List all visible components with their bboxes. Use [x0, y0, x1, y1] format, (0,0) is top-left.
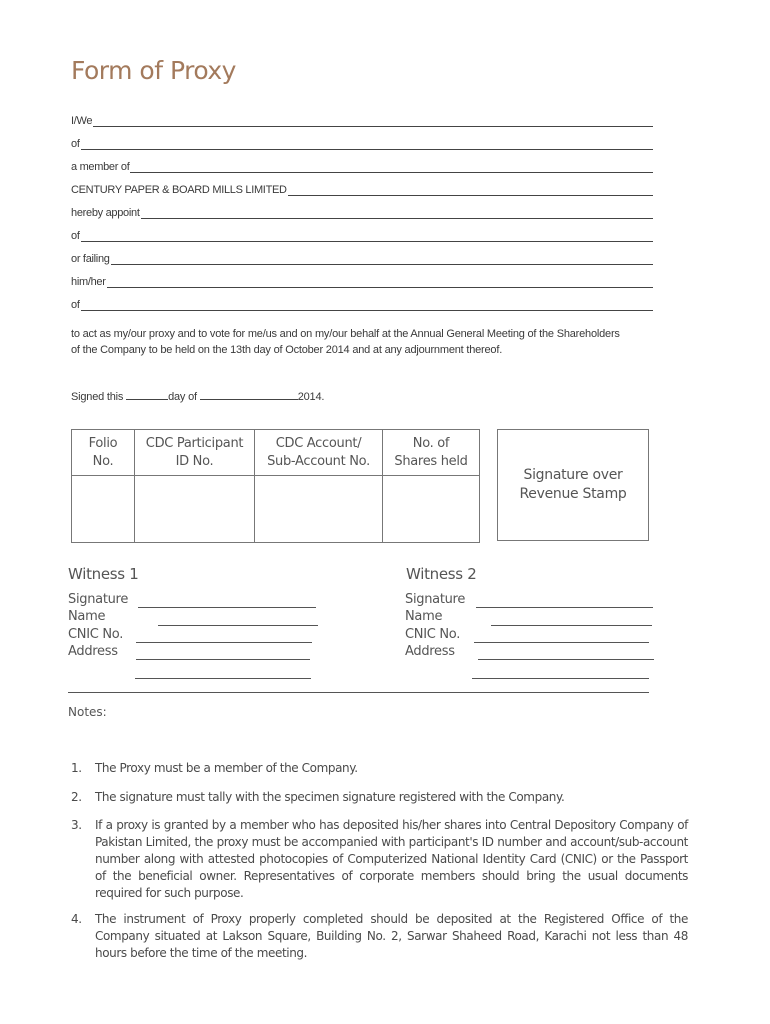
witness-1-address-line-2[interactable] [135, 678, 311, 679]
field-label: or failing [71, 253, 110, 265]
field-blank-line[interactable] [288, 185, 653, 196]
field-blank-line[interactable] [107, 277, 653, 288]
table-header-row [72, 430, 480, 476]
witness-2-name-label: Name [405, 609, 443, 624]
note-text: The instrument of Proxy properly completed should be deposited at the Registered Office of the Company situated at Lakson Square, Building No. 2, Sarwar Shaheed Road, Karachi not less than 48 hours before the time of the meeting. [95, 912, 688, 960]
witness-1-title: Witness 1 [68, 565, 139, 583]
cell-shares-held[interactable] [383, 476, 480, 543]
revenue-stamp-box[interactable] [497, 429, 649, 541]
witness-2-address-line-2[interactable] [472, 678, 649, 679]
section-divider [68, 692, 649, 693]
header-cdc-account: CDC Account/ Sub-Account No. [255, 430, 383, 476]
field-blank-line[interactable] [81, 139, 653, 150]
page-title: Form of Proxy [71, 56, 236, 85]
table-row [72, 476, 480, 543]
witness-1-signature-label: Signature [68, 592, 129, 607]
note-text: If a proxy is granted by a member who has deposited his/her shares into Central Depository Company of Pakistan Limited, the proxy must be accompanied with participant's ID number and account/sub-account number along with attested photocopies of Computerized National Identity Card (CNIC) or the Passport of the beneficial owner. Representatives of corporate members should bring the usual documents required for such purpose. [95, 818, 688, 900]
header-cdc-participant-id: CDC Participant ID No. [135, 430, 255, 476]
field-blank-line[interactable] [93, 116, 653, 127]
field-label: of [71, 138, 80, 150]
note-item [71, 911, 688, 962]
note-item [71, 817, 688, 902]
witness-2-name-line[interactable] [491, 625, 652, 626]
witness-2-signature-label: Signature [405, 592, 466, 607]
note-number: 1. [71, 761, 82, 775]
signed-middle: day of [168, 391, 200, 403]
field-member-of[interactable] [71, 159, 653, 173]
field-of-address-1[interactable] [71, 136, 653, 150]
cell-cdc-participant-id[interactable] [135, 476, 255, 543]
stamp-label-line-1: Signature over [523, 467, 623, 483]
header-shares-held: No. of Shares held [383, 430, 480, 476]
field-company-name[interactable] [71, 182, 653, 196]
field-blank-line[interactable] [141, 208, 653, 219]
field-label: hereby appoint [71, 207, 140, 219]
header-folio-no: Folio No. [72, 430, 135, 476]
note-text: The signature must tally with the specimen signature registered with the Company. [95, 790, 565, 804]
signed-prefix: Signed this [71, 391, 127, 403]
field-or-failing[interactable] [71, 251, 653, 265]
field-hereby-appoint[interactable] [71, 205, 653, 219]
witness-2-address-line-1[interactable] [478, 659, 654, 660]
field-label: him/her [71, 276, 106, 288]
field-label: a member of [71, 161, 130, 173]
witness-1-cnic-line[interactable] [136, 642, 312, 643]
field-blank-line[interactable] [111, 254, 653, 265]
field-of-address-3[interactable] [71, 297, 653, 311]
field-label: of [71, 230, 80, 242]
witness-2-address-label: Address [405, 644, 455, 659]
shareholding-table [71, 429, 480, 543]
witness-2-title: Witness 2 [406, 565, 477, 583]
signed-line [71, 389, 324, 403]
proxy-statement-line-1: to act as my/our proxy and to vote for me/us and on my/our behalf at the Annual General Meeting of the Shareholders [71, 328, 620, 340]
witness-1-signature-line[interactable] [138, 607, 316, 608]
witness-2-cnic-line[interactable] [474, 642, 649, 643]
witness-2-cnic-label: CNIC No. [405, 627, 461, 642]
proxy-statement-line-2: of the Company to be held on the 13th day of October 2014 and at any adjournment thereof. [71, 344, 503, 356]
note-item [71, 789, 688, 806]
cell-cdc-account[interactable] [255, 476, 383, 543]
witness-1-cnic-label: CNIC No. [68, 627, 124, 642]
witness-2-signature-line[interactable] [476, 607, 653, 608]
stamp-label-line-2: Revenue Stamp [519, 486, 627, 502]
note-number: 3. [71, 818, 82, 832]
notes-heading: Notes: [68, 705, 107, 719]
signed-suffix: 2014. [297, 391, 325, 403]
field-i-we[interactable] [71, 113, 653, 127]
note-text: The Proxy must be a member of the Company. [95, 761, 358, 775]
field-blank-line[interactable] [81, 300, 653, 311]
field-blank-line[interactable] [81, 231, 653, 242]
note-item [71, 760, 688, 777]
field-him-her[interactable] [71, 274, 653, 288]
witness-1-address-line-1[interactable] [136, 659, 310, 660]
signed-day-blank[interactable] [126, 389, 168, 400]
witness-1-name-label: Name [68, 609, 106, 624]
field-of-address-2[interactable] [71, 228, 653, 242]
cell-folio-no[interactable] [72, 476, 135, 543]
note-number: 2. [71, 790, 82, 804]
field-blank-line[interactable] [130, 162, 653, 173]
witness-1-address-label: Address [68, 644, 118, 659]
field-label: CENTURY PAPER & BOARD MILLS LIMITED [71, 184, 287, 196]
note-number: 4. [71, 912, 82, 926]
witness-1-name-line[interactable] [158, 625, 318, 626]
field-label: of [71, 299, 80, 311]
field-label: I/We [71, 115, 93, 127]
signed-month-blank[interactable] [200, 389, 298, 400]
